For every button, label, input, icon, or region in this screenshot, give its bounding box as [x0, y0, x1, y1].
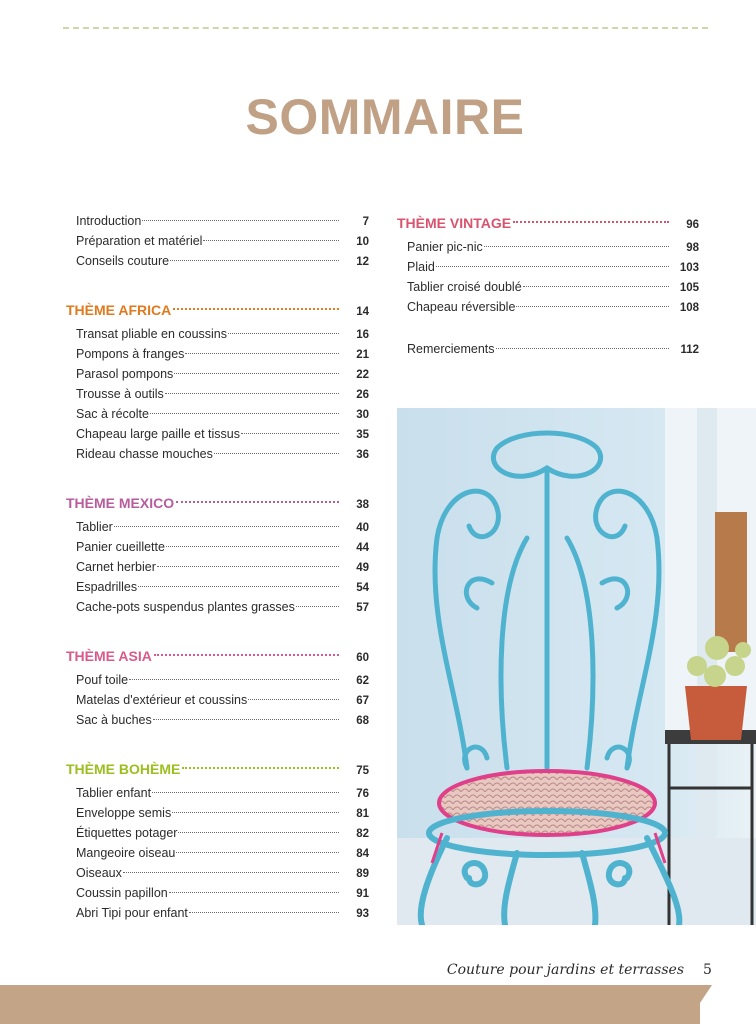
toc-entry-label: Espadrilles: [76, 580, 138, 594]
dot-leader: [157, 566, 339, 567]
toc-entry-page: 30: [356, 409, 369, 421]
toc-entry[interactable]: [66, 364, 369, 384]
toc-entry[interactable]: [66, 231, 369, 251]
toc-entry[interactable]: [397, 277, 699, 297]
toc-entry-label: Chapeau réversible: [407, 300, 516, 314]
toc-entry[interactable]: [66, 710, 369, 730]
toc-entry-label: Tablier enfant: [76, 786, 152, 800]
toc-intro-section: [66, 211, 369, 271]
toc-entry-page: 81: [356, 808, 369, 820]
toc-entry[interactable]: [66, 803, 369, 823]
toc-entry-label: Abri Tipi pour enfant: [76, 906, 188, 920]
theme-page: 75: [356, 765, 369, 777]
toc-entry-page: 21: [356, 349, 369, 361]
bottom-color-band: [0, 985, 700, 1024]
theme-heading[interactable]: [66, 644, 369, 668]
toc-entry-page: 105: [679, 282, 699, 294]
dot-leader: [172, 812, 339, 813]
toc-entry-page: 112: [680, 344, 699, 356]
toc-entry-page: 98: [686, 242, 699, 254]
toc-entry[interactable]: [66, 597, 369, 617]
toc-entry-page: 93: [356, 908, 369, 920]
book-title-footer: Couture pour jardins et terrasses: [446, 962, 684, 978]
bottom-band-tip: [686, 985, 712, 1024]
toc-entry[interactable]: [66, 537, 369, 557]
toc-entry-label: Trousse à outils: [76, 387, 164, 401]
dot-leader: [123, 872, 339, 873]
dot-leader: [173, 308, 339, 310]
toc-entry-label: Parasol pompons: [76, 367, 174, 381]
theme-page: 60: [356, 652, 369, 664]
toc-entry-label: Cache-pots suspendus plantes grasses: [76, 600, 295, 614]
chair-illustration: [397, 408, 756, 925]
toc-entry-label: Oiseaux: [76, 866, 122, 880]
toc-entry[interactable]: [66, 517, 369, 537]
dot-leader: [169, 892, 339, 893]
toc-entry-label: Étiquettes potager: [76, 826, 178, 840]
theme-page: 14: [356, 306, 369, 318]
toc-entry-label: Enveloppe semis: [76, 806, 172, 820]
toc-entry-page: 68: [356, 715, 369, 727]
toc-entry-page: 108: [679, 302, 699, 314]
toc-entry-label: Carnet herbier: [76, 560, 156, 574]
dot-leader: [203, 240, 339, 241]
dot-leader: [182, 767, 339, 769]
toc-entry-label: Conseils couture: [76, 254, 170, 268]
theme-section: [66, 491, 369, 617]
toc-entry-label: Remerciements: [407, 342, 495, 356]
toc-entry-page: 67: [356, 695, 369, 707]
toc-entry-page: 10: [356, 236, 369, 248]
dot-leader: [166, 546, 339, 547]
toc-entry[interactable]: [66, 424, 369, 444]
toc-entry-page: 22: [356, 369, 369, 381]
theme-title: THÈME MEXICO: [66, 495, 175, 511]
toc-entry[interactable]: [66, 690, 369, 710]
chair-photo: [397, 408, 756, 925]
dot-leader: [114, 526, 339, 527]
dot-leader: [484, 246, 669, 247]
toc-entry-remerciements[interactable]: [397, 339, 699, 359]
toc-entry-label: Coussin papillon: [76, 886, 168, 900]
toc-entry[interactable]: [66, 670, 369, 690]
toc-entry-label: Pouf toile: [76, 673, 129, 687]
theme-heading[interactable]: [66, 757, 369, 781]
toc-entry-label: Chapeau large paille et tissus: [76, 427, 240, 441]
theme-section: [66, 757, 369, 923]
dot-leader: [241, 433, 339, 434]
toc-entry[interactable]: [66, 783, 369, 803]
dot-leader: [165, 393, 339, 394]
theme-section: [66, 298, 369, 464]
dot-leader: [154, 654, 339, 656]
toc-entry[interactable]: [66, 843, 369, 863]
toc-entry-page: 40: [356, 522, 369, 534]
toc-entry[interactable]: [66, 444, 369, 464]
theme-section: [66, 644, 369, 730]
toc-entry[interactable]: [66, 883, 369, 903]
toc-entry[interactable]: [66, 823, 369, 843]
theme-title: THÈME AFRICA: [66, 302, 172, 318]
dot-leader: [513, 221, 669, 223]
dot-leader: [174, 373, 339, 374]
toc-entry[interactable]: [66, 903, 369, 923]
theme-title: THÈME BOHÈME: [66, 761, 181, 777]
dot-leader: [436, 266, 669, 267]
page-title: SOMMAIRE: [245, 89, 525, 145]
toc-entry[interactable]: [66, 577, 369, 597]
toc-entry-label: Mangeoire oiseau: [76, 846, 176, 860]
dot-leader: [214, 453, 339, 454]
page-number: 5: [703, 962, 712, 978]
toc-entry-page: 26: [356, 389, 369, 401]
toc-entry-page: 16: [356, 329, 369, 341]
toc-entry-label: Introduction: [76, 214, 142, 228]
theme-section: [397, 211, 699, 317]
theme-heading[interactable]: [397, 211, 699, 235]
dot-leader: [189, 912, 339, 913]
toc-entry-label: Tablier: [76, 520, 113, 534]
dot-leader: [152, 792, 339, 793]
toc-entry[interactable]: [66, 324, 369, 344]
toc-entry-page: 57: [356, 602, 369, 614]
toc-entry-page: 103: [679, 262, 699, 274]
toc-entry[interactable]: [66, 404, 369, 424]
dot-leader: [142, 220, 339, 221]
toc-entry[interactable]: [397, 257, 699, 277]
dot-leader: [178, 832, 339, 833]
toc-right-column: [397, 211, 699, 359]
toc-entry[interactable]: [66, 344, 369, 364]
toc-entry-label: Rideau chasse mouches: [76, 447, 213, 461]
toc-entry-label: Sac à buches: [76, 713, 152, 727]
dot-leader: [176, 852, 339, 853]
toc-entry[interactable]: [66, 557, 369, 577]
dot-leader: [296, 606, 339, 607]
toc-entry-label: Sac à récolte: [76, 407, 149, 421]
dot-leader: [228, 333, 339, 334]
dot-leader: [170, 260, 339, 261]
toc-entry[interactable]: [397, 237, 699, 257]
toc-entry-label: Transat pliable en coussins: [76, 327, 228, 341]
toc-entry-label: Panier cueillette: [76, 540, 165, 554]
dot-leader: [496, 348, 669, 349]
toc-entry-page: 62: [356, 675, 369, 687]
toc-entry-page: 89: [356, 868, 369, 880]
toc-entry-label: Pompons à franges: [76, 347, 185, 361]
toc-entry[interactable]: [397, 297, 699, 317]
toc-entry-page: 12: [356, 256, 369, 268]
theme-title: THÈME ASIA: [66, 648, 152, 664]
toc-entry-page: 7: [362, 216, 369, 228]
theme-heading[interactable]: [66, 298, 369, 322]
dot-leader: [150, 413, 339, 414]
toc-entry-label: Matelas d'extérieur et coussins: [76, 693, 248, 707]
toc-entry[interactable]: [66, 384, 369, 404]
dot-leader: [153, 719, 339, 720]
toc-entry-label: Panier pic-nic: [407, 240, 483, 254]
dot-leader: [248, 699, 339, 700]
toc-entry-page: 35: [356, 429, 369, 441]
dot-leader: [176, 501, 339, 503]
theme-page: 96: [686, 219, 699, 231]
toc-entry-page: 49: [356, 562, 369, 574]
dot-leader: [138, 586, 339, 587]
theme-heading[interactable]: [66, 491, 369, 515]
toc-entry-page: 76: [356, 788, 369, 800]
toc-entry-page: 36: [356, 449, 369, 461]
dot-leader: [185, 353, 339, 354]
toc-entry-page: 44: [356, 542, 369, 554]
toc-entry-label: Tablier croisé doublé: [407, 280, 522, 294]
theme-page: 38: [356, 499, 369, 511]
toc-entry-page: 91: [356, 888, 369, 900]
theme-title: THÈME VINTAGE: [397, 215, 512, 231]
toc-entry-page: 82: [356, 828, 369, 840]
toc-entry-label: Préparation et matériel: [76, 234, 203, 248]
toc-entry[interactable]: [66, 251, 369, 271]
dot-leader: [129, 679, 339, 680]
toc-entry-page: 54: [356, 582, 369, 594]
toc-entry[interactable]: [66, 863, 369, 883]
toc-entry[interactable]: [66, 211, 369, 231]
toc-left-column: [66, 211, 369, 950]
dot-leader: [523, 286, 669, 287]
toc-entry-label: Plaid: [407, 260, 435, 274]
toc-entry-page: 84: [356, 848, 369, 860]
dot-leader: [516, 306, 669, 307]
top-dashed-rule: [63, 27, 708, 29]
